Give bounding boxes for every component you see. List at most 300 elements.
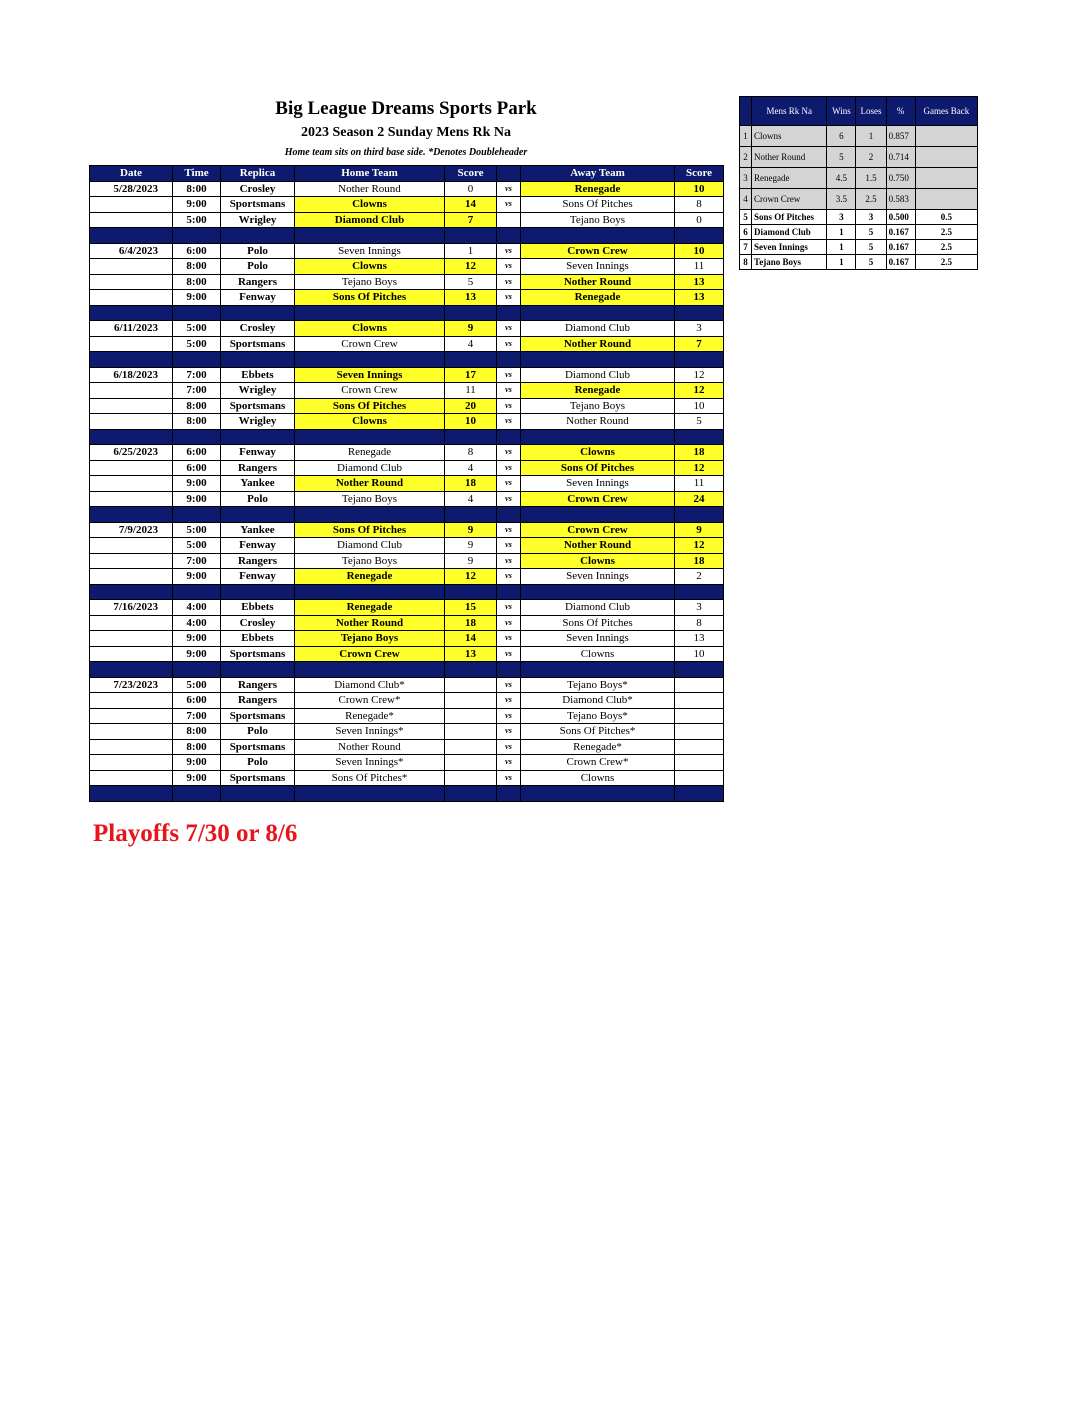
week-separator [90,662,724,678]
separator-cell [221,305,295,321]
away-score: 13 [675,631,724,647]
home-team: Seven Innings [295,243,445,259]
game-time: 9:00 [173,770,221,786]
home-score: 12 [445,569,497,585]
game-time: 8:00 [173,181,221,197]
game-field: Rangers [221,553,295,569]
game-row [90,460,724,476]
away-team: Tejano Boys* [521,708,675,724]
game-date [90,553,173,569]
home-team: Crown Crew* [295,693,445,709]
separator-cell [221,662,295,678]
week-separator [90,228,724,244]
home-score: 4 [445,336,497,352]
game-date [90,755,173,771]
away-team: Tejano Boys [521,212,675,228]
game-time: 9:00 [173,755,221,771]
home-score [445,693,497,709]
away-score: 10 [675,398,724,414]
home-score: 17 [445,367,497,383]
game-field: Sportsmans [221,708,295,724]
standings-team: Renegade [752,168,827,189]
game-time: 9:00 [173,569,221,585]
separator-cell [497,352,521,368]
away-team: Seven Innings [521,259,675,275]
separator-cell [90,786,173,802]
separator-cell [90,584,173,600]
standings-header-loses: Loses [856,97,886,126]
game-row [90,600,724,616]
standings-rank: 8 [740,255,752,270]
vs-label: vs [497,677,521,693]
game-field: Ebbets [221,600,295,616]
schedule-header-row [90,166,724,182]
away-score [675,755,724,771]
away-team: Diamond Club [521,321,675,337]
game-row [90,476,724,492]
away-team: Sons Of Pitches* [521,724,675,740]
home-score: 20 [445,398,497,414]
separator-cell [221,584,295,600]
col-header-date: Date [90,166,173,182]
home-score [445,724,497,740]
separator-cell [221,507,295,523]
standings-wins: 3 [827,210,856,225]
game-date [90,739,173,755]
game-row [90,646,724,662]
separator-cell [521,228,675,244]
standings-header-rank [740,97,752,126]
standings-wins: 3.5 [827,189,856,210]
home-team: Tejano Boys [295,274,445,290]
game-time: 8:00 [173,259,221,275]
separator-cell [173,352,221,368]
game-row [90,693,724,709]
game-time: 8:00 [173,414,221,430]
game-row [90,274,724,290]
away-team: Tejano Boys [521,398,675,414]
standings-loses: 3 [856,210,886,225]
separator-cell [173,584,221,600]
home-score: 14 [445,631,497,647]
away-team: Sons Of Pitches [521,197,675,213]
home-team: Nother Round [295,476,445,492]
standings-wins: 6 [827,126,856,147]
week-separator [90,352,724,368]
away-team: Nother Round [521,538,675,554]
home-team: Diamond Club [295,460,445,476]
away-team: Crown Crew [521,243,675,259]
separator-cell [295,429,445,445]
separator-cell [90,429,173,445]
game-field: Polo [221,724,295,740]
home-team: Tejano Boys [295,631,445,647]
home-score: 15 [445,600,497,616]
separator-cell [445,786,497,802]
game-row [90,631,724,647]
home-team: Clowns [295,259,445,275]
away-team: Crown Crew [521,522,675,538]
game-field: Polo [221,259,295,275]
home-score: 9 [445,553,497,569]
game-field: Fenway [221,445,295,461]
home-team: Seven Innings [295,367,445,383]
standings-rank: 4 [740,189,752,210]
standings-wins: 1 [827,255,856,270]
home-team: Renegade [295,569,445,585]
game-field: Fenway [221,538,295,554]
standings-header-division: Mens Rk Na [752,97,827,126]
game-row [90,181,724,197]
game-time: 8:00 [173,274,221,290]
separator-cell [295,228,445,244]
home-score: 9 [445,522,497,538]
separator-cell [521,584,675,600]
page-subtitle: 2023 Season 2 Sunday Mens Rk Na [300,125,512,140]
game-row [90,569,724,585]
game-row [90,553,724,569]
standings-rank: 1 [740,126,752,147]
separator-cell [497,662,521,678]
game-time: 4:00 [173,615,221,631]
separator-cell [675,507,724,523]
game-field: Sportsmans [221,770,295,786]
separator-cell [90,228,173,244]
separator-cell [497,429,521,445]
standings-games-back [915,168,977,189]
home-team: Diamond Club [295,538,445,554]
away-team: Diamond Club* [521,693,675,709]
vs-label: vs [497,476,521,492]
away-team: Renegade [521,290,675,306]
game-time: 8:00 [173,398,221,414]
separator-cell [675,786,724,802]
separator-cell [445,584,497,600]
separator-cell [173,305,221,321]
home-score [445,708,497,724]
home-team: Crown Crew [295,646,445,662]
game-time: 5:00 [173,522,221,538]
col-header-away-team: Away Team [521,166,675,182]
separator-cell [295,662,445,678]
game-field: Rangers [221,693,295,709]
home-team: Nother Round [295,739,445,755]
game-row [90,445,724,461]
away-score: 11 [675,259,724,275]
away-team: Renegade [521,383,675,399]
separator-cell [295,352,445,368]
separator-cell [221,228,295,244]
game-date: 6/25/2023 [90,445,173,461]
game-field: Fenway [221,569,295,585]
separator-cell [445,507,497,523]
week-separator [90,507,724,523]
home-team: Renegade [295,600,445,616]
away-score: 18 [675,445,724,461]
standings-pct: 0.167 [886,255,915,270]
game-field: Ebbets [221,367,295,383]
game-row [90,491,724,507]
game-date [90,259,173,275]
game-row [90,770,724,786]
vs-label: vs [497,491,521,507]
game-date [90,212,173,228]
separator-cell [90,507,173,523]
standings-rank: 3 [740,168,752,189]
home-team: Sons Of Pitches [295,398,445,414]
separator-cell [90,305,173,321]
standings-header-wins: Wins [827,97,856,126]
separator-cell [173,429,221,445]
game-field: Fenway [221,290,295,306]
home-team: Clowns [295,414,445,430]
away-score: 13 [675,290,724,306]
game-time: 5:00 [173,321,221,337]
home-team: Sons Of Pitches [295,522,445,538]
game-row [90,739,724,755]
away-team: Seven Innings [521,569,675,585]
separator-cell [221,786,295,802]
vs-label: vs [497,414,521,430]
home-score [445,755,497,771]
game-time: 6:00 [173,445,221,461]
separator-cell [521,352,675,368]
standings-row [740,210,978,225]
game-field: Wrigley [221,414,295,430]
game-date: 6/4/2023 [90,243,173,259]
home-score: 10 [445,414,497,430]
standings-row [740,240,978,255]
game-row [90,212,724,228]
schedule-note: Home team sits on third base side. *Denotes Doubleheader [284,147,528,158]
game-date [90,538,173,554]
separator-cell [675,662,724,678]
game-time: 9:00 [173,646,221,662]
page-title: Big League Dreams Sports Park [275,98,537,119]
vs-label: vs [497,383,521,399]
separator-cell [445,305,497,321]
vs-label: vs [497,181,521,197]
home-score [445,677,497,693]
game-row [90,615,724,631]
away-team: Nother Round [521,274,675,290]
separator-cell [521,786,675,802]
game-field: Rangers [221,677,295,693]
standings-games-back [915,147,977,168]
game-date: 7/9/2023 [90,522,173,538]
separator-cell [445,429,497,445]
game-field: Polo [221,755,295,771]
game-field: Crosley [221,321,295,337]
vs-label: vs [497,724,521,740]
standings-wins: 4.5 [827,168,856,189]
away-team: Seven Innings [521,476,675,492]
game-date: 6/11/2023 [90,321,173,337]
game-row [90,197,724,213]
vs-label: vs [497,538,521,554]
vs-label: vs [497,646,521,662]
standings-row [740,225,978,240]
standings-row [740,189,978,210]
away-score: 18 [675,553,724,569]
game-field: Rangers [221,274,295,290]
vs-label: vs [497,460,521,476]
away-team: Renegade* [521,739,675,755]
away-score: 9 [675,522,724,538]
standings-team: Seven Innings [752,240,827,255]
away-score [675,770,724,786]
game-row [90,383,724,399]
standings-loses: 5 [856,255,886,270]
separator-cell [521,507,675,523]
game-row [90,398,724,414]
away-score: 10 [675,181,724,197]
game-date: 5/28/2023 [90,181,173,197]
separator-cell [521,429,675,445]
away-team: Crown Crew [521,491,675,507]
col-header-home-score: Score [445,166,497,182]
game-date: 7/16/2023 [90,600,173,616]
home-score: 4 [445,460,497,476]
game-date [90,569,173,585]
game-time: 5:00 [173,538,221,554]
home-score: 9 [445,321,497,337]
game-row [90,336,724,352]
vs-label: vs [497,243,521,259]
vs-label: vs [497,600,521,616]
standings-row [740,147,978,168]
standings-team: Crown Crew [752,189,827,210]
away-score: 12 [675,538,724,554]
game-time: 5:00 [173,336,221,352]
game-field: Polo [221,491,295,507]
game-field: Wrigley [221,383,295,399]
home-score: 12 [445,259,497,275]
separator-cell [90,352,173,368]
game-time: 7:00 [173,553,221,569]
home-team: Seven Innings* [295,724,445,740]
game-field: Sportsmans [221,197,295,213]
away-score: 10 [675,646,724,662]
vs-label: vs [497,336,521,352]
week-separator [90,305,724,321]
separator-cell [221,429,295,445]
away-score [675,724,724,740]
game-field: Rangers [221,460,295,476]
game-date [90,460,173,476]
home-team: Sons Of Pitches* [295,770,445,786]
game-row [90,321,724,337]
standings-games-back: 2.5 [915,240,977,255]
away-team: Clowns [521,445,675,461]
away-score: 13 [675,274,724,290]
game-field: Sportsmans [221,646,295,662]
game-row [90,243,724,259]
game-date [90,615,173,631]
game-time: 9:00 [173,197,221,213]
game-field: Polo [221,243,295,259]
separator-cell [295,305,445,321]
away-score: 8 [675,197,724,213]
standings-wins: 1 [827,240,856,255]
standings-team: Tejano Boys [752,255,827,270]
vs-label: vs [497,755,521,771]
game-time: 7:00 [173,383,221,399]
home-team: Crown Crew [295,336,445,352]
home-score: 18 [445,476,497,492]
home-score: 18 [445,615,497,631]
game-date [90,708,173,724]
game-date [90,290,173,306]
standings-row [740,255,978,270]
home-team: Renegade* [295,708,445,724]
away-team: Tejano Boys* [521,677,675,693]
vs-label: vs [497,522,521,538]
standings-team: Diamond Club [752,225,827,240]
away-score [675,693,724,709]
home-team: Seven Innings* [295,755,445,771]
standings-pct: 0.857 [886,126,915,147]
game-date [90,724,173,740]
home-score: 8 [445,445,497,461]
separator-cell [295,507,445,523]
standings-pct: 0.167 [886,240,915,255]
game-time: 5:00 [173,677,221,693]
vs-label: vs [497,274,521,290]
standings-games-back [915,189,977,210]
home-score: 5 [445,274,497,290]
vs-label: vs [497,770,521,786]
standings-rank: 5 [740,210,752,225]
separator-cell [173,507,221,523]
away-team: Nother Round [521,414,675,430]
game-date [90,414,173,430]
game-time: 7:00 [173,367,221,383]
standings-loses: 1 [856,126,886,147]
separator-cell [445,352,497,368]
game-row [90,414,724,430]
standings-loses: 1.5 [856,168,886,189]
vs-label: vs [497,693,521,709]
separator-cell [675,352,724,368]
away-score: 7 [675,336,724,352]
game-time: 4:00 [173,600,221,616]
vs-label: vs [497,615,521,631]
game-time: 9:00 [173,631,221,647]
standings-row [740,126,978,147]
away-score: 12 [675,460,724,476]
separator-cell [675,429,724,445]
game-row [90,290,724,306]
game-field: Sportsmans [221,336,295,352]
home-team: Nother Round [295,181,445,197]
standings-games-back [915,126,977,147]
away-team: Clowns [521,646,675,662]
game-field: Yankee [221,476,295,492]
home-team: Sons Of Pitches [295,290,445,306]
standings-wins: 1 [827,225,856,240]
game-field: Yankee [221,522,295,538]
away-score: 12 [675,367,724,383]
away-team: Sons Of Pitches [521,460,675,476]
vs-label: vs [497,569,521,585]
vs-label: vs [497,197,521,213]
standings-rank: 7 [740,240,752,255]
game-time: 8:00 [173,724,221,740]
home-team: Renegade [295,445,445,461]
col-header-vs [497,166,521,182]
away-score: 2 [675,569,724,585]
